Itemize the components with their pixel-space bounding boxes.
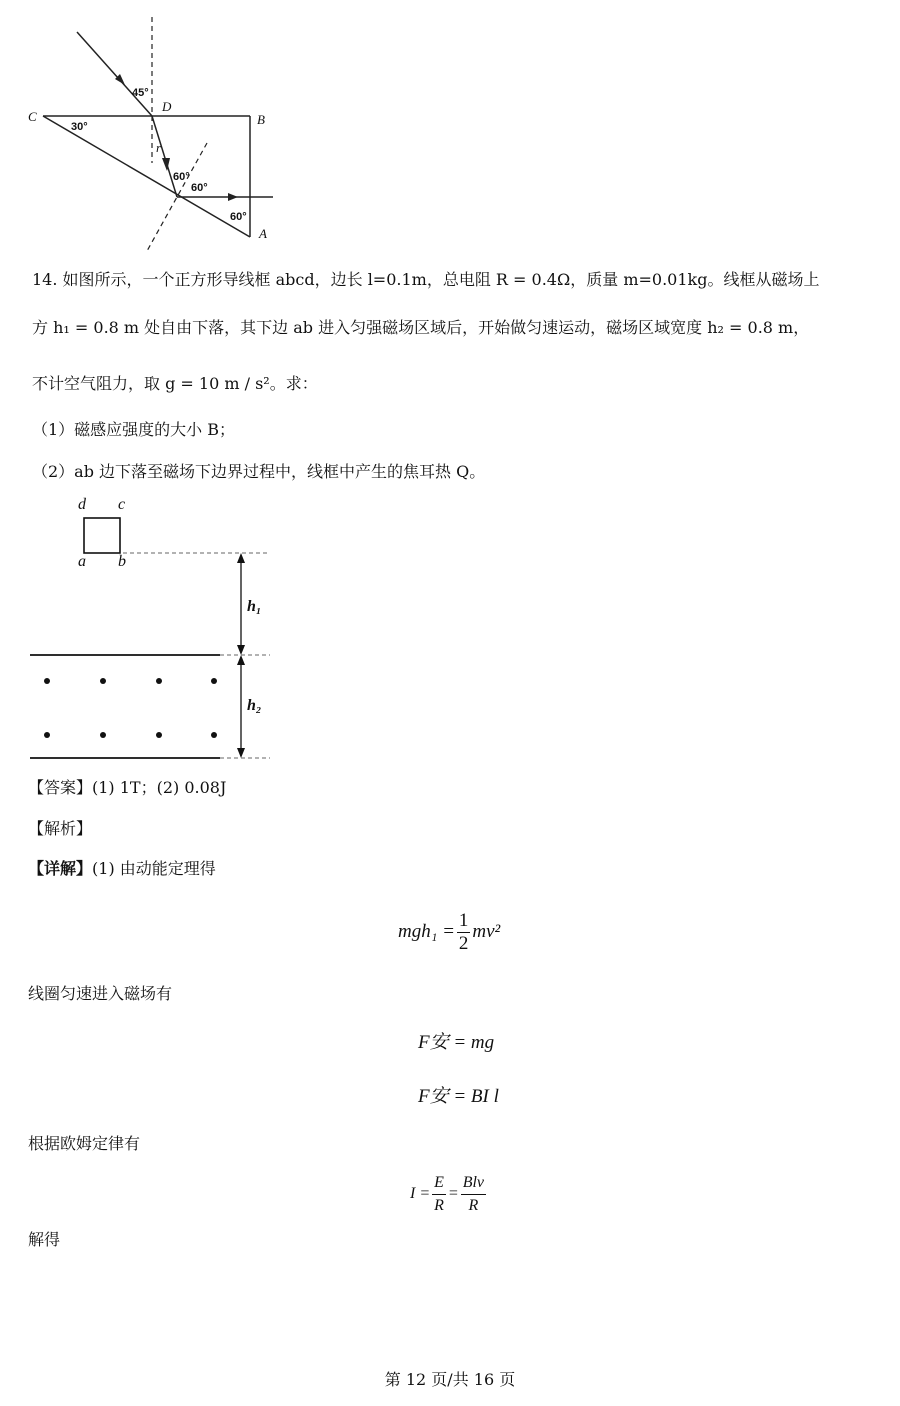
eq4-fraction-2 bbox=[461, 1172, 486, 1217]
angle-45-label: 45° bbox=[132, 87, 149, 99]
equation-ohm bbox=[410, 1169, 488, 1219]
eq4-left: I = bbox=[410, 1185, 431, 1202]
text-ohm-law: 根据欧姆定律有 bbox=[28, 1134, 141, 1153]
angle-30-label: 30° bbox=[71, 121, 88, 133]
text-solve: 解得 bbox=[28, 1230, 61, 1249]
eq1-left: mgh₁ = bbox=[398, 921, 455, 942]
corner-c-label: c bbox=[118, 496, 126, 513]
point-b-label: B bbox=[257, 112, 265, 127]
question-14-sub-1: （1）磁感应强度的大小 B； bbox=[32, 420, 236, 439]
equation-energy bbox=[398, 907, 500, 957]
point-c-label: C bbox=[28, 109, 37, 124]
h1-label: h₁ bbox=[247, 598, 262, 615]
eq1-right: mv² bbox=[472, 921, 501, 942]
eq4-mid: = bbox=[447, 1185, 459, 1202]
prism-figure bbox=[25, 15, 285, 255]
page-footer: 第 12 页/共 16 页 bbox=[384, 1370, 516, 1389]
corner-b-label: b bbox=[118, 553, 126, 570]
eq4-denominator-2: R bbox=[468, 1196, 479, 1214]
point-d-label: D bbox=[162, 99, 172, 114]
eq4-denominator-1: R bbox=[434, 1196, 444, 1214]
text-uniform-motion: 线圈匀速进入磁场有 bbox=[28, 984, 173, 1003]
angle-60-right-label: 60° bbox=[191, 182, 208, 194]
equation-ampere-force: F安 = BI l bbox=[418, 1086, 499, 1107]
corner-d-label: d bbox=[78, 496, 86, 513]
field-diagram bbox=[25, 495, 285, 765]
eq1-denominator: 2 bbox=[458, 932, 469, 954]
answer-line: 【答案】(1) 1T；(2) 0.08J bbox=[28, 778, 227, 797]
point-a-label: A bbox=[259, 226, 267, 241]
detail-text: (1) 由动能定理得 bbox=[92, 859, 216, 878]
detail-tag: 【详解】 bbox=[28, 859, 93, 878]
question-14-line-1: 14. 如图所示，一个正方形导线框 abcd，边长 l=0.1m，总电阻 R = 0.4Ω，质量 m=0.01kg。线框从磁场上 bbox=[32, 270, 820, 289]
h2-label: h₂ bbox=[247, 697, 262, 714]
detail-line bbox=[28, 858, 216, 880]
analysis-tag: 【解析】 bbox=[28, 819, 93, 838]
question-14-sub-2: （2）ab 边下落至磁场下边界过程中，线框中产生的焦耳热 Q。 bbox=[32, 462, 486, 481]
eq4-numerator-2: Blv bbox=[461, 1172, 486, 1195]
eq1-fraction bbox=[457, 910, 471, 955]
eq1-numerator: 1 bbox=[458, 909, 469, 931]
question-14-line-2: 方 h₁ = 0.8 m 处自由下落，其下边 ab 进入匀强磁场区域后，开始做匀速运动，磁场区域宽度 h₂ = 0.8 m， bbox=[32, 318, 810, 337]
angle-r-label: r bbox=[156, 140, 162, 155]
question-14-line-3: 不计空气阻力，取 g = 10 m / s²。求： bbox=[32, 374, 318, 393]
corner-a-label: a bbox=[78, 553, 86, 570]
equation-force-balance: F安 = mg bbox=[418, 1032, 495, 1053]
eq4-numerator-1: E bbox=[432, 1172, 446, 1195]
field-figure bbox=[25, 495, 285, 765]
angle-60-corner-label: 60° bbox=[230, 211, 247, 223]
eq4-fraction-1 bbox=[432, 1172, 446, 1217]
angle-60-upper-label: 60° bbox=[173, 171, 190, 183]
